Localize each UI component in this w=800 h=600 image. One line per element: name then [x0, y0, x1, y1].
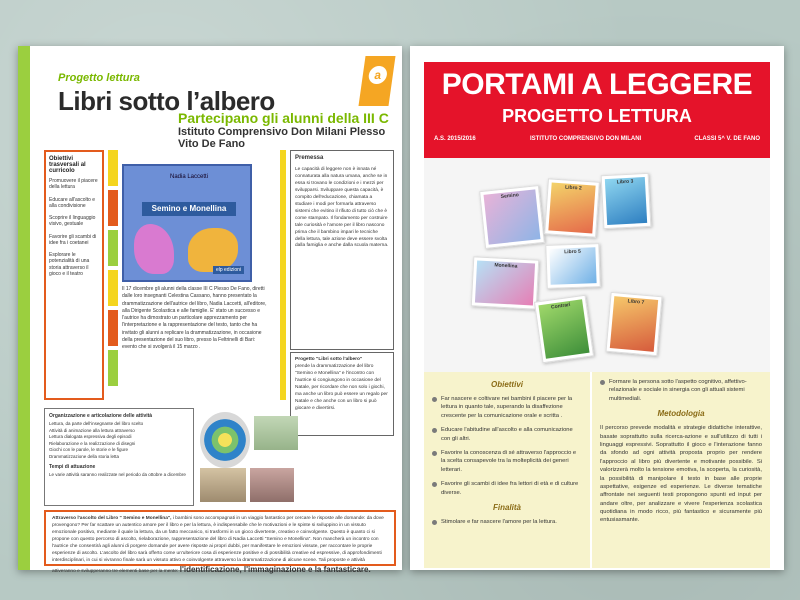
book-label: Libro 7	[627, 298, 645, 306]
book-label: Contrari	[550, 301, 571, 311]
organization-box	[44, 408, 194, 506]
objectives-panel	[424, 372, 590, 568]
page-title: PORTAMI A LEGGERE	[441, 68, 753, 101]
organization-item: Rielaborazione e la realizzazione di disegni	[49, 440, 136, 446]
orange-logo-tab	[358, 56, 395, 106]
objectives-heading: Obiettivi	[490, 380, 523, 389]
objective-item: Favorire gli scambi di idee fra i coetanei	[49, 233, 97, 246]
objective-item: Promuovere il piacere della lettura	[49, 178, 98, 191]
school-name: ISTITUTO COMPRENSIVO DON MILANI	[530, 136, 642, 142]
tempi-text: Le varie attività saranno realizzate nel periodo da ottobre a dicembre	[49, 472, 186, 478]
progetto-title: Progetto "Libri sotto l'albero"	[295, 357, 363, 362]
book-label: Monellina	[494, 262, 518, 270]
progetto-box	[290, 352, 394, 436]
book-gallery	[424, 158, 770, 372]
class-photo	[254, 416, 298, 450]
book-cover	[479, 185, 545, 249]
finalita-heading: Finalità	[492, 502, 521, 512]
book-cover	[534, 295, 594, 364]
page-subtitle: PROGETTO LETTURA	[502, 106, 692, 126]
book-title-banner: Semino e Monellina	[142, 202, 236, 216]
book-publisher: elp edizioni	[213, 266, 244, 274]
objective-item: Educare l'abitudine all'ascolto e alla comunicazione con gli altri.	[432, 426, 582, 443]
book-cover	[471, 256, 540, 309]
premessa-box	[290, 150, 394, 350]
book-label: Semino	[500, 192, 520, 201]
mandala-image	[200, 412, 250, 468]
newsletter-subtitle: Partecipano gli alunni della III C	[178, 110, 389, 126]
class-photo	[200, 468, 246, 502]
objective-item: Scoprire il linguaggio visivo, gestuale	[49, 215, 96, 228]
objective-item: Formare la persona sotto l'aspetto cognitivo, affettivo-relazionale e sociale in sinergia con gli attuali sistemi multimediali.	[600, 378, 762, 403]
book-cover	[605, 292, 662, 356]
project-kicker: Progetto lettura	[58, 72, 140, 84]
objective-item: Educare all'ascolto e alla condivisione	[49, 196, 95, 209]
book-label: Libro 3	[616, 178, 634, 186]
right-newsletter-page	[410, 46, 784, 570]
color-bar	[108, 350, 118, 386]
bottom-lead: Attraverso l'ascolto del Libro " Semino e Monellina",	[52, 516, 172, 521]
objectives-box	[44, 150, 104, 400]
class-photo	[250, 468, 294, 502]
organization-item: Giochi con le parole, le storie e le figure	[49, 447, 129, 453]
info-bar	[424, 132, 770, 150]
color-bar	[108, 150, 118, 186]
metodologia-heading: Metodologia	[657, 409, 705, 419]
methodology-panel	[592, 372, 770, 568]
objective-item: Far nascere e coltivare nei bambini il piacere per la lettura in quanto tale, superando la disaffezione crescente per la comunicazione orale e scritta .	[432, 395, 582, 420]
book-cover	[545, 243, 601, 289]
book-label: Libro 5	[564, 248, 581, 256]
book-author: Nadia Laccetti	[170, 174, 209, 180]
book-label: Libro 2	[564, 184, 582, 192]
color-bar	[108, 270, 118, 306]
bottom-text: i bambini sono accompagnati in un viaggio fantastico per cercare le risposte alle domande: da dove provengono? Per far scattare un autentico amore per il libro e per la lettura, è indispensabile che le motivazioni e le spinte si sviluppino in un vissuto emozionale positivo, mediante il quale la lettura, da un fatto meccanico, si trasformi in un gioco divertente, creativo e coinvolgente. Questo è quanto ci si propone con questo percorso di ascolto, rielaborazione, rappresentazione del libro di Nadia Laccetti "Semino e Monellina". Non mancherà un incontro con l'autrice che consentirà agli alunni di porgere domande per avere risposte ai propri dubbi, per manifestare le emozioni vissute, per raccontare le proprie esperienze di ascolto. L'ascolto del libro sarà offerto come un'ulteriore cosa di esperienze positive e di possibilità creative ed espressive, di approfondimenti interdisciplinari, in cui si vivranno finale sarà un vissuto attivo e coinvolgente attraverso la drammatizzazione di alcune scene. Tali proposte e attività attiveranno e svilupperanno tre elementi base per la mente:	[52, 516, 384, 574]
organization-item: Lettura, da parte dell'insegnante del libro scelto	[49, 421, 144, 426]
event-article: Il 17 dicembre gli alunni della classe III C Plesso De Fano, diretti dalle loro insegnanti Celestina Cassano, hanno presentato la drammatizzazione dell'autrice del libro, Nadia Laccetti, all'editore, alla Dirigente Scolastica e alle famiglie. E' stato un successo e l'autrice ha dimostrato un particolare apprezzamento per l'interpretazione e la rappresentazione del testo, tanto che ha invitato gli alunni a replicare la drammatizzazione, in occasione della presentazione del suo libro, presso la Feltrinelli di Bari: evento che si svolgerà il 15 marzo .	[122, 286, 267, 350]
objectives-title: Obiettivi trasversali al curricolo	[49, 156, 86, 174]
organization-item: Drammatizzazione della storia letta	[49, 453, 120, 459]
color-bars	[108, 150, 118, 400]
organization-item: Attività di animazione alla lettura attraverso	[49, 427, 135, 433]
school-year: A.S. 2015/2016	[434, 136, 476, 142]
premessa-title: Premessa	[295, 155, 324, 161]
color-bar	[108, 310, 118, 346]
objective-item: Esplorare le potenzialità di una storia attraverso il gioco e il teatro	[49, 252, 90, 277]
school-name: Istituto Comprensivo Don Milani Plesso Vito De Fano	[178, 126, 386, 150]
classes-label: CLASSI 5^ V. DE FANO	[694, 136, 760, 142]
newsletter-title: Libri sotto l’albero	[58, 86, 275, 116]
metodologia-text: Il percorso prevede modalità e strategie didattiche interattive, basate soprattutto sulla ricerca-azione e sull'utilizzo di tutti i linguaggi espressivi. Soprattutto il gioco e l'interazione fanno da sfondo ad ogni attività proposta proprio per rendere l'approccio al libro più divertente e motivante possibile. Si valorizzerà molto la tensione emotiva, la scoperta, la curiosità, la possibilità di manipolare il testo in base alle proprie aspettative, esigenze ed esperienze. Le diverse tematiche affrontate nei seguenti testi propongono spunti ed input per andare oltre, per analizzare e vivere l'esperienza scolastica quotidiana in modo ricco, più fantastico e sicuramente più entusiasmante.	[600, 425, 762, 524]
finalita-item: Stimolare e far nascere l'amore per la lettura.	[432, 518, 582, 526]
book-cover	[601, 173, 652, 229]
objective-item: Favorire la conoscenza di sé attraverso l'approccio e la scelta consapevole tra la molteplicità dei generi letterari.	[432, 449, 582, 474]
color-bar	[108, 230, 118, 266]
book-cover	[544, 178, 600, 237]
organization-title: Organizzazione e articolazione delle attività	[49, 413, 153, 419]
progetto-text: prende la drammatizzazione del libro "Semino e Monellina" e l'incontro con l'autrice si congiungono in occasione del Natale, per ricordare che non solo i giochi, ma anche un libro può essere un regalo per Natale e che anche con un libro si può giocare e divertirsi.	[295, 363, 388, 411]
green-side-strip	[18, 46, 30, 570]
yellow-divider	[280, 150, 286, 400]
bottom-tail: l'identificazione, l'immaginazione e la fantasticare.	[179, 564, 371, 574]
bottom-article-box	[44, 510, 396, 574]
book-cover-card	[122, 164, 252, 282]
premessa-text: Le capacità di leggere non è innata né connaturata alla natura umana, anche se in essa si trovano le condizioni e i mezzi per svilupparsi. Sviluppare questa capacità, è compito dell'educazione, chiamata a studiare i modi per formarla attraverso sistemi che evitino il rifiuto di tutto ciò che è come stampato. Il fondamento per costruire tale curiosità e l'amore per il libro nascono prima che il bambino impari le tecniche della lettura, tale azione deve essere svolta dalla famiglia e anche dalla scuola materna.	[295, 167, 389, 249]
objective-item: Favorire gli scambi di idee fra lettori di età e di culture diverse.	[432, 480, 582, 497]
organization-item: Lettura dialogata espressiva degli episodi	[49, 434, 132, 440]
logo-icon: a	[368, 66, 389, 84]
left-newsletter-page	[18, 46, 402, 574]
tempi-title: Tempi di attuazione	[49, 464, 96, 471]
book-illustration	[134, 224, 174, 274]
color-bar	[108, 190, 118, 226]
